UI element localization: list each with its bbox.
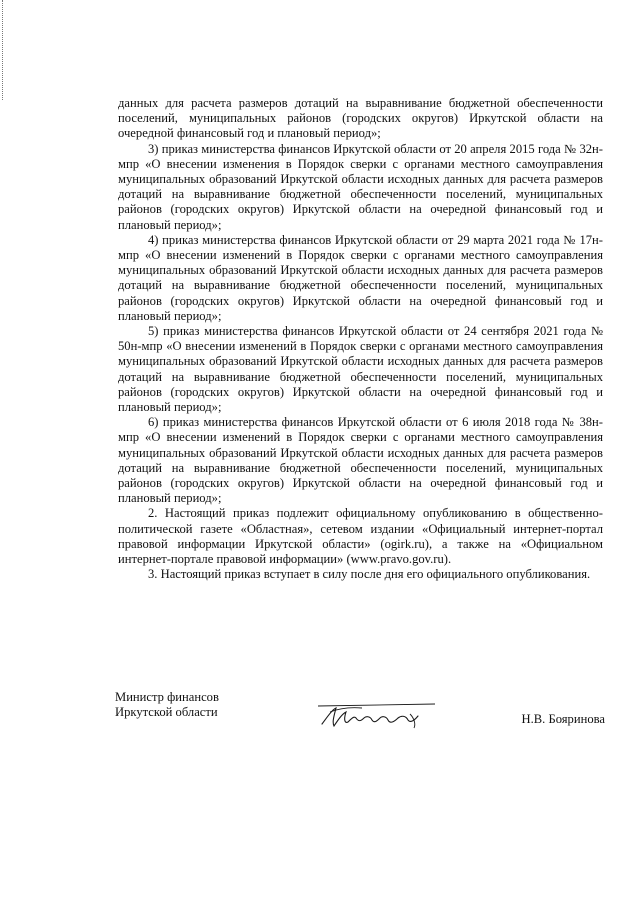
- paragraph-item-5: 5) приказ министерства финансов Иркутской области от 24 сентября 2021 года № 50н-мпр «О внесении изменений в Порядок сверки с органами местного самоуправления муниципальных образований Иркутской области исходных данных для расчета размеров дотаций на выравнивание бюджетной обеспеченности поселений, муниципальных районов (городских округов) Иркутской области на очередной финансовый год и плановый период»;: [118, 324, 603, 415]
- signatory-name: Н.В. Бояринова: [521, 712, 605, 726]
- paragraph-clause-3: 3. Настоящий приказ вступает в силу после дня его официального опубликования.: [148, 567, 591, 582]
- paragraph-continuation: данных для расчета размеров дотаций на выравнивание бюджетной обеспеченности поселений, муниципальных районов (городских округов) Иркутской области на очередной финансовый год и плановый период»;: [118, 96, 603, 141]
- signatory-title: [115, 690, 219, 720]
- document-body: [118, 96, 603, 583]
- signatory-title-line-1: Министр финансов: [115, 690, 219, 704]
- paragraph-item-4: 4) приказ министерства финансов Иркутской области от 29 марта 2021 года № 17н-мпр «О внесении изменений в Порядок сверки с органами местного самоуправления муниципальных образований Иркутской области исходных данных для расчета размеров дотаций на выравнивание бюджетной обеспеченности поселений, муниципальных районов (городских округов) Иркутской области на очередной финансовый год и плановый период»;: [118, 232, 603, 323]
- handwritten-signature-icon: [310, 694, 450, 734]
- paragraph-item-3: 3) приказ министерства финансов Иркутской области от 20 апреля 2015 года № 32н-мпр «О внесении изменения в Порядок сверки с органами местного самоуправления муниципальных образований Иркутской области исходных данных для расчета размеров дотаций на выравнивание бюджетной обеспеченности поселений, муниципальных районов (городских округов) Иркутской области на очередной финансовый год и плановый период»;: [118, 141, 603, 232]
- paragraph-item-6: 6) приказ министерства финансов Иркутской области от 6 июля 2018 года № 38н-мпр «О внесении изменений в Порядок сверки с органами местного самоуправления муниципальных образований Иркутской области исходных данных для расчета размеров дотаций на выравнивание бюджетной обеспеченности поселений, муниципальных районов (городских округов) Иркутской области на очередной финансовый год и плановый период»;: [118, 415, 603, 506]
- signature-block: [115, 690, 605, 740]
- scan-edge-mark: [2, 0, 4, 100]
- paragraph-clause-2: 2. Настоящий приказ подлежит официальному опубликованию в общественно-политической газете «Областная», сетевом издании «Официальный интернет-портал правовой информации Иркутской области» (ogirk.ru), а также на «Официальном интернет-портале правовой информации» (www.pravo.gov.ru).: [118, 506, 603, 567]
- signatory-title-line-2: Иркутской области: [115, 705, 218, 720]
